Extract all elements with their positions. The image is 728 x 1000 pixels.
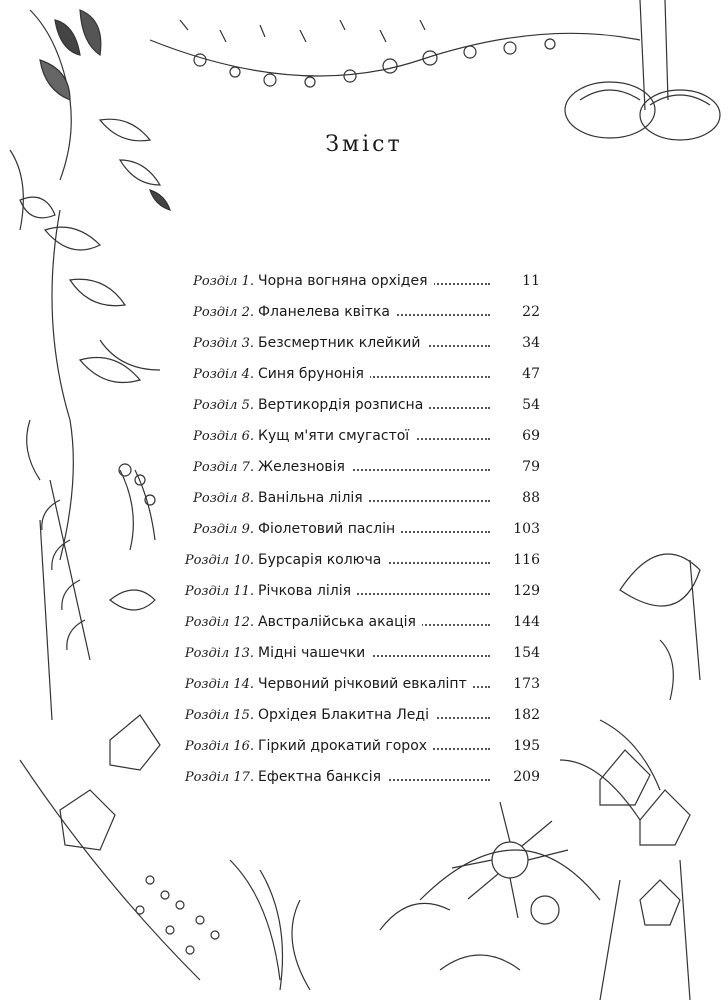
chapter-name: Железновія <box>258 459 351 475</box>
chapter-label: Розділ 4. <box>193 367 254 382</box>
chapter-page: 103 <box>513 521 540 537</box>
chapter-name: Ефектна банксія <box>258 769 387 785</box>
top-left-foliage <box>10 10 170 230</box>
chapter-name: Австралійська акація <box>258 614 422 630</box>
chapter-name: Фланелева квітка <box>258 304 396 320</box>
chapter-name: Фіолетовий паслін <box>258 521 401 537</box>
chapter-name: Червоний річковий евкаліпт <box>258 676 473 692</box>
chapter-page: 129 <box>513 583 540 599</box>
toc-row <box>180 518 540 544</box>
toc-row <box>180 363 540 389</box>
chapter-label: Розділ 14. <box>184 677 254 692</box>
chapter-name: Вертикордія розписна <box>258 397 429 413</box>
chapter-name: Гіркий дрокатий горох <box>258 738 433 754</box>
toc-row <box>180 580 540 606</box>
chapter-label: Розділ 13. <box>184 646 254 661</box>
chapter-label: Розділ 11. <box>184 584 254 599</box>
toc-row <box>180 270 540 296</box>
chapter-label: Розділ 9. <box>193 522 254 537</box>
toc-row <box>180 332 540 358</box>
toc-row <box>180 735 540 761</box>
chapter-page: 144 <box>513 614 540 630</box>
toc-row <box>180 456 540 482</box>
chapter-page: 69 <box>522 428 540 444</box>
chapter-page: 116 <box>513 552 540 568</box>
chapter-page: 182 <box>513 707 540 723</box>
chapter-label: Розділ 15. <box>184 708 254 723</box>
chapter-label: Розділ 3. <box>193 336 254 351</box>
chapter-page: 22 <box>522 304 540 320</box>
toc-row <box>180 673 540 699</box>
chapter-label: Розділ 5. <box>193 398 254 413</box>
chapter-name: Ванільна лілія <box>258 490 369 506</box>
chapter-label: Розділ 7. <box>193 460 254 475</box>
chapter-page: 34 <box>522 335 540 351</box>
chapter-label: Розділ 10. <box>184 553 254 568</box>
toc-row <box>180 487 540 513</box>
toc-row <box>180 642 540 668</box>
chapter-page: 11 <box>522 273 540 289</box>
leader-dots <box>330 469 490 471</box>
toc-row <box>180 301 540 327</box>
chapter-name: Кущ м'яти смугастої <box>258 428 415 444</box>
chapter-name: Безсмертник клейкий <box>258 335 427 351</box>
chapter-label: Розділ 1. <box>193 274 254 289</box>
chapter-name: Чорна вогняна орхідея <box>258 273 434 289</box>
page-title: Зміст <box>325 132 403 157</box>
chapter-page: 88 <box>522 490 540 506</box>
chapter-page: 47 <box>522 366 540 382</box>
chapter-name: Синя брунонія <box>258 366 370 382</box>
chapter-label: Розділ 2. <box>193 305 254 320</box>
chapter-page: 54 <box>522 397 540 413</box>
toc-row <box>180 611 540 637</box>
chapter-page: 154 <box>513 645 540 661</box>
chapter-label: Розділ 8. <box>193 491 254 506</box>
chapter-label: Розділ 12. <box>184 615 254 630</box>
top-garland <box>150 0 720 140</box>
toc-row <box>180 704 540 730</box>
chapter-name: Орхідея Блакитна Леді <box>258 707 435 723</box>
toc-row <box>180 766 540 792</box>
chapter-page: 195 <box>513 738 540 754</box>
chapter-label: Розділ 17. <box>184 770 254 785</box>
chapter-name: Бурсарія колюча <box>258 552 387 568</box>
toc-row <box>180 549 540 575</box>
chapter-label: Розділ 16. <box>184 739 254 754</box>
toc-row <box>180 425 540 451</box>
chapter-page: 79 <box>522 459 540 475</box>
left-foliage <box>27 210 160 720</box>
chapter-label: Розділ 6. <box>193 429 254 444</box>
chapter-name: Мідні чашечки <box>258 645 371 661</box>
chapter-page: 173 <box>513 676 540 692</box>
chapter-page: 209 <box>513 769 540 785</box>
toc-row <box>180 394 540 420</box>
chapter-name: Річкова лілія <box>258 583 357 599</box>
